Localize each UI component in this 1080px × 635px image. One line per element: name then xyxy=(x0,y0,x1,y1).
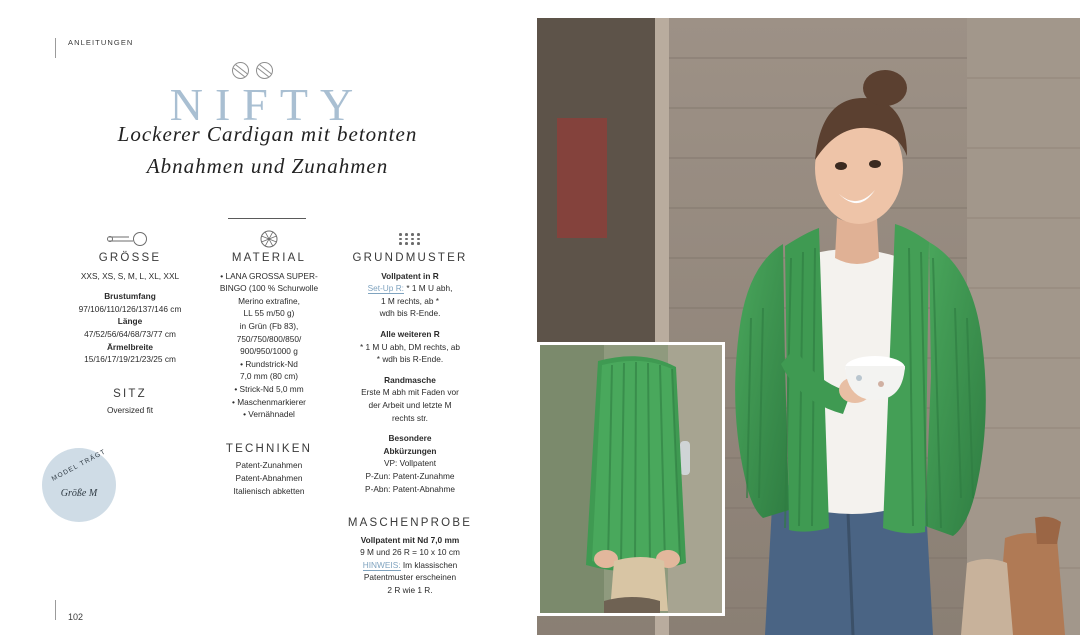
model-size-badge xyxy=(42,448,116,522)
material-line-9: • Strick-Nd 5,0 mm xyxy=(234,383,304,394)
bust-value: 97/106/110/126/137/146 cm xyxy=(78,303,182,314)
pattern-setup-row xyxy=(335,282,485,295)
inset-photo xyxy=(540,345,722,613)
material-line-7: • Rundstrick-Nd xyxy=(240,358,298,369)
material-line-11: • Vernähnadel xyxy=(243,409,295,420)
size-list: XXS, XS, S, M, L, XL, XXL xyxy=(80,270,180,281)
pattern-sub1-line-1: 1 M rechts, ab * xyxy=(380,295,440,306)
dot-grid-icon xyxy=(335,228,485,250)
gauge-subheading: Vollpatent mit Nd 7,0 mm xyxy=(360,534,460,545)
gauge-heading: MASCHENPROBE xyxy=(347,517,473,530)
bust-label: Brustumfang xyxy=(104,291,156,302)
material-line-5: 750/750/800/850/ xyxy=(236,333,302,344)
technique-0: Patent-Zunahmen xyxy=(235,460,303,471)
abbrev-line-0: VP: Vollpatent xyxy=(383,458,437,469)
length-label: Länge xyxy=(117,316,143,327)
yarn-ball-icon xyxy=(232,62,273,79)
material-line-2: Merino extrafine, xyxy=(238,295,300,306)
sleeve-value: 15/16/17/19/21/23/25 cm xyxy=(84,354,176,365)
kicker-rule xyxy=(55,38,56,58)
gauge-hint-row xyxy=(335,559,485,572)
techniques-heading: TECHNIKEN xyxy=(225,442,313,455)
pattern-sub1-heading: Vollpatent in R xyxy=(381,270,439,281)
material-line-10: • Maschenmarkierer xyxy=(232,396,306,407)
section-kicker: ANLEITUNGEN xyxy=(68,38,134,47)
subtitle-line-2: Abnahmen und Zunahmen xyxy=(146,154,389,178)
column-material xyxy=(205,228,333,497)
folio-rule xyxy=(55,600,56,620)
fit-value: Oversized fit xyxy=(106,405,154,416)
model-wears-label: MODEL TRÄGT xyxy=(50,448,108,483)
pattern-sub2-line-0: * 1 M U abh, DM rechts, ab xyxy=(359,341,461,352)
material-heading: MATERIAL xyxy=(231,252,307,264)
length-value: 47/52/56/64/68/73/77 cm xyxy=(84,328,176,339)
pattern-sub3-line-2: rechts str. xyxy=(392,412,428,423)
material-line-3: LL 55 m/50 g) xyxy=(243,308,295,319)
sleeve-label: Ärmelbreite xyxy=(106,341,154,352)
pattern-heading: GRUNDMUSTER xyxy=(352,252,468,264)
pattern-sub2-line-1: * wdh bis R-Ende. xyxy=(376,354,444,365)
pattern-sub2-heading: Alle weiteren R xyxy=(380,328,440,339)
material-line-1: BINGO (100 % Schurwolle xyxy=(219,283,319,294)
left-text-page xyxy=(0,0,535,635)
setup-row-text: * 1 M U abh, xyxy=(406,283,453,294)
page-title: NIFTY xyxy=(169,79,366,130)
column-pattern xyxy=(335,228,485,597)
material-line-4: in Grün (Fb 83), xyxy=(239,320,299,331)
page-subtitle xyxy=(0,118,535,182)
column-size xyxy=(60,228,200,417)
pattern-sub3-line-1: der Arbeit und letzte M xyxy=(368,399,452,410)
material-line-6: 900/950/1000 g xyxy=(240,346,298,357)
abbrev-line-2: P-Abn: Patent-Abnahme xyxy=(365,483,455,494)
abbrev-heading-line-2: Abkürzungen xyxy=(383,445,437,456)
title-divider xyxy=(228,218,306,219)
knitting-needle-icon xyxy=(60,228,200,250)
gauge-line-2: Patentmuster erscheinen xyxy=(363,572,457,583)
gauge-line-1: 9 M und 26 R = 10 x 10 cm xyxy=(360,547,460,558)
subtitle-line-1: Lockerer Cardigan mit betonten xyxy=(117,122,418,146)
pattern-sub3-heading: Randmasche xyxy=(384,374,436,385)
model-size-value: Größe M xyxy=(60,488,98,499)
technique-1: Patent-Abnahmen xyxy=(235,472,303,483)
yarn-skein-icon xyxy=(205,228,333,250)
abbrev-line-1: P-Zun: Patent-Zunahme xyxy=(365,470,455,481)
technique-2: Italienisch abketten xyxy=(233,485,305,496)
gauge-hint-rest: Im klassischen xyxy=(400,559,458,570)
gauge-line-3: 2 R wie 1 R. xyxy=(387,585,433,596)
inset-photo-illustration xyxy=(540,345,722,613)
setup-row-link[interactable]: Set-Up R: xyxy=(367,283,404,294)
gauge-hint-link[interactable]: HINWEIS: xyxy=(362,559,401,570)
page-number: 102 xyxy=(68,612,84,622)
material-line-0: • LANA GROSSA SUPER- xyxy=(220,270,318,281)
pattern-sub1-line-2: wdh bis R-Ende. xyxy=(379,308,441,319)
fit-heading: SITZ xyxy=(113,387,147,400)
material-line-8: 7,0 mm (80 cm) xyxy=(239,371,299,382)
size-heading: GRÖSSE xyxy=(98,252,162,264)
pattern-sub3-line-0: Erste M abh mit Faden vor xyxy=(361,387,459,398)
abbrev-heading-line-1: Besondere xyxy=(388,433,432,444)
